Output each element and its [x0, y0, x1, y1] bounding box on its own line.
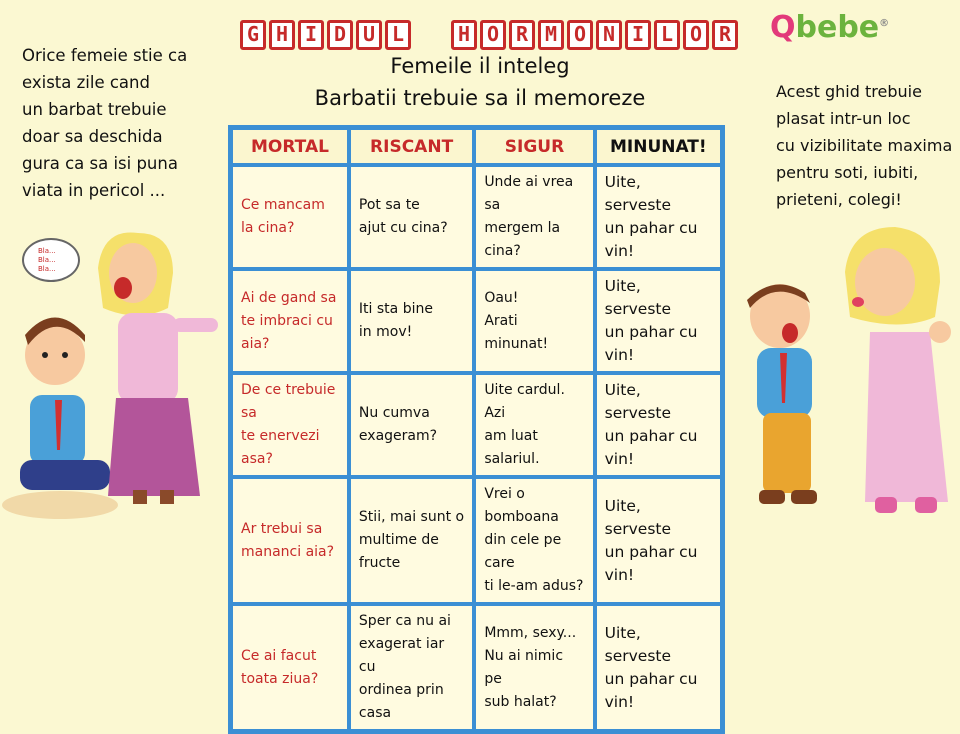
- title-letter-tile: H: [451, 20, 477, 50]
- subtitle-men: Barbatii trebuie sa il memoreze: [314, 86, 646, 110]
- title-letter-tile: O: [683, 20, 709, 50]
- title-word-1: [240, 20, 411, 50]
- table-row: [231, 269, 722, 373]
- title-letter-tile: H: [269, 20, 295, 50]
- table-row: [231, 604, 722, 731]
- table-cell: Sper ca nu ai exagerat iar cu ordinea prin casa: [349, 604, 474, 731]
- title-letter-tile: N: [596, 20, 622, 50]
- title-letter-tile: R: [509, 20, 535, 50]
- table-cell: Oau! Arati minunat!: [474, 269, 594, 373]
- header-minunat: MINUNAT!: [595, 128, 722, 165]
- table-cell: Ce ai facut toata ziua?: [231, 604, 349, 731]
- title-letter-tile: G: [240, 20, 266, 50]
- title-letter-tile: M: [538, 20, 564, 50]
- table-header-row: [231, 128, 722, 165]
- table-row: [231, 477, 722, 604]
- table-cell: Uite, serveste un pahar cu vin!: [595, 604, 722, 731]
- table-cell: Ar trebui sa mananci aia?: [231, 477, 349, 604]
- guide-title: [240, 20, 732, 50]
- qbebe-logo: Qbebe®: [770, 10, 890, 45]
- table-cell: Uite cardul. Azi am luat salariul.: [474, 373, 594, 477]
- title-letter-tile: L: [654, 20, 680, 50]
- title-letter-tile: O: [567, 20, 593, 50]
- table-cell: Ai de gand sa te imbraci cu aia?: [231, 269, 349, 373]
- title-letter-tile: U: [356, 20, 382, 50]
- table-cell: Iti sta bine in mov!: [349, 269, 474, 373]
- table-cell: Pot sa te ajut cu cina?: [349, 165, 474, 269]
- table-cell: Uite, serveste un pahar cu vin!: [595, 269, 722, 373]
- table-row: [231, 373, 722, 477]
- table-cell: Uite, serveste un pahar cu vin!: [595, 477, 722, 604]
- speech-bubble: Bla... Bla... Bla...: [22, 238, 80, 282]
- table-cell: Uite, serveste un pahar cu vin!: [595, 165, 722, 269]
- table-cell: De ce trebuie sa te enervezi asa?: [231, 373, 349, 477]
- table-cell: Stii, mai sunt o multime de fructe: [349, 477, 474, 604]
- shouting-woman-illustration: [78, 228, 218, 508]
- left-note: Orice femeie stie ca exista zile cand un barbat trebuie doar sa deschida gura ca sa isi puna viata in pericol ...: [22, 46, 188, 200]
- table-cell: Mmm, sexy... Nu ai nimic pe sub halat?: [474, 604, 594, 731]
- subtitle-women: Femeile il inteleg: [390, 54, 570, 78]
- header-mortal: MORTAL: [231, 128, 349, 165]
- title-word-2: [451, 20, 738, 50]
- surprised-man-illustration: [735, 278, 845, 519]
- header-sigur: SIGUR: [474, 128, 594, 165]
- table-cell: Ce mancam la cina?: [231, 165, 349, 269]
- right-note: Acest ghid trebuie plasat intr-un loc cu vizibilitate maxima pentru soti, iubiti, prieteni, colegi!: [776, 82, 953, 209]
- title-letter-tile: D: [327, 20, 353, 50]
- title-letter-tile: R: [712, 20, 738, 50]
- hormone-guide-table: [228, 125, 725, 734]
- table-cell: Vrei o bomboana din cele pe care ti le-am adus?: [474, 477, 594, 604]
- table-cell: Nu cumva exageram?: [349, 373, 474, 477]
- title-letter-tile: I: [298, 20, 324, 50]
- title-letter-tile: L: [385, 20, 411, 50]
- table-row: [231, 165, 722, 269]
- table-cell: Unde ai vrea sa mergem la cina?: [474, 165, 594, 269]
- title-letter-tile: I: [625, 20, 651, 50]
- kissing-woman-illustration: [830, 222, 960, 519]
- title-letter-tile: O: [480, 20, 506, 50]
- table-cell: Uite, serveste un pahar cu vin!: [595, 373, 722, 477]
- header-riscant: RISCANT: [349, 128, 474, 165]
